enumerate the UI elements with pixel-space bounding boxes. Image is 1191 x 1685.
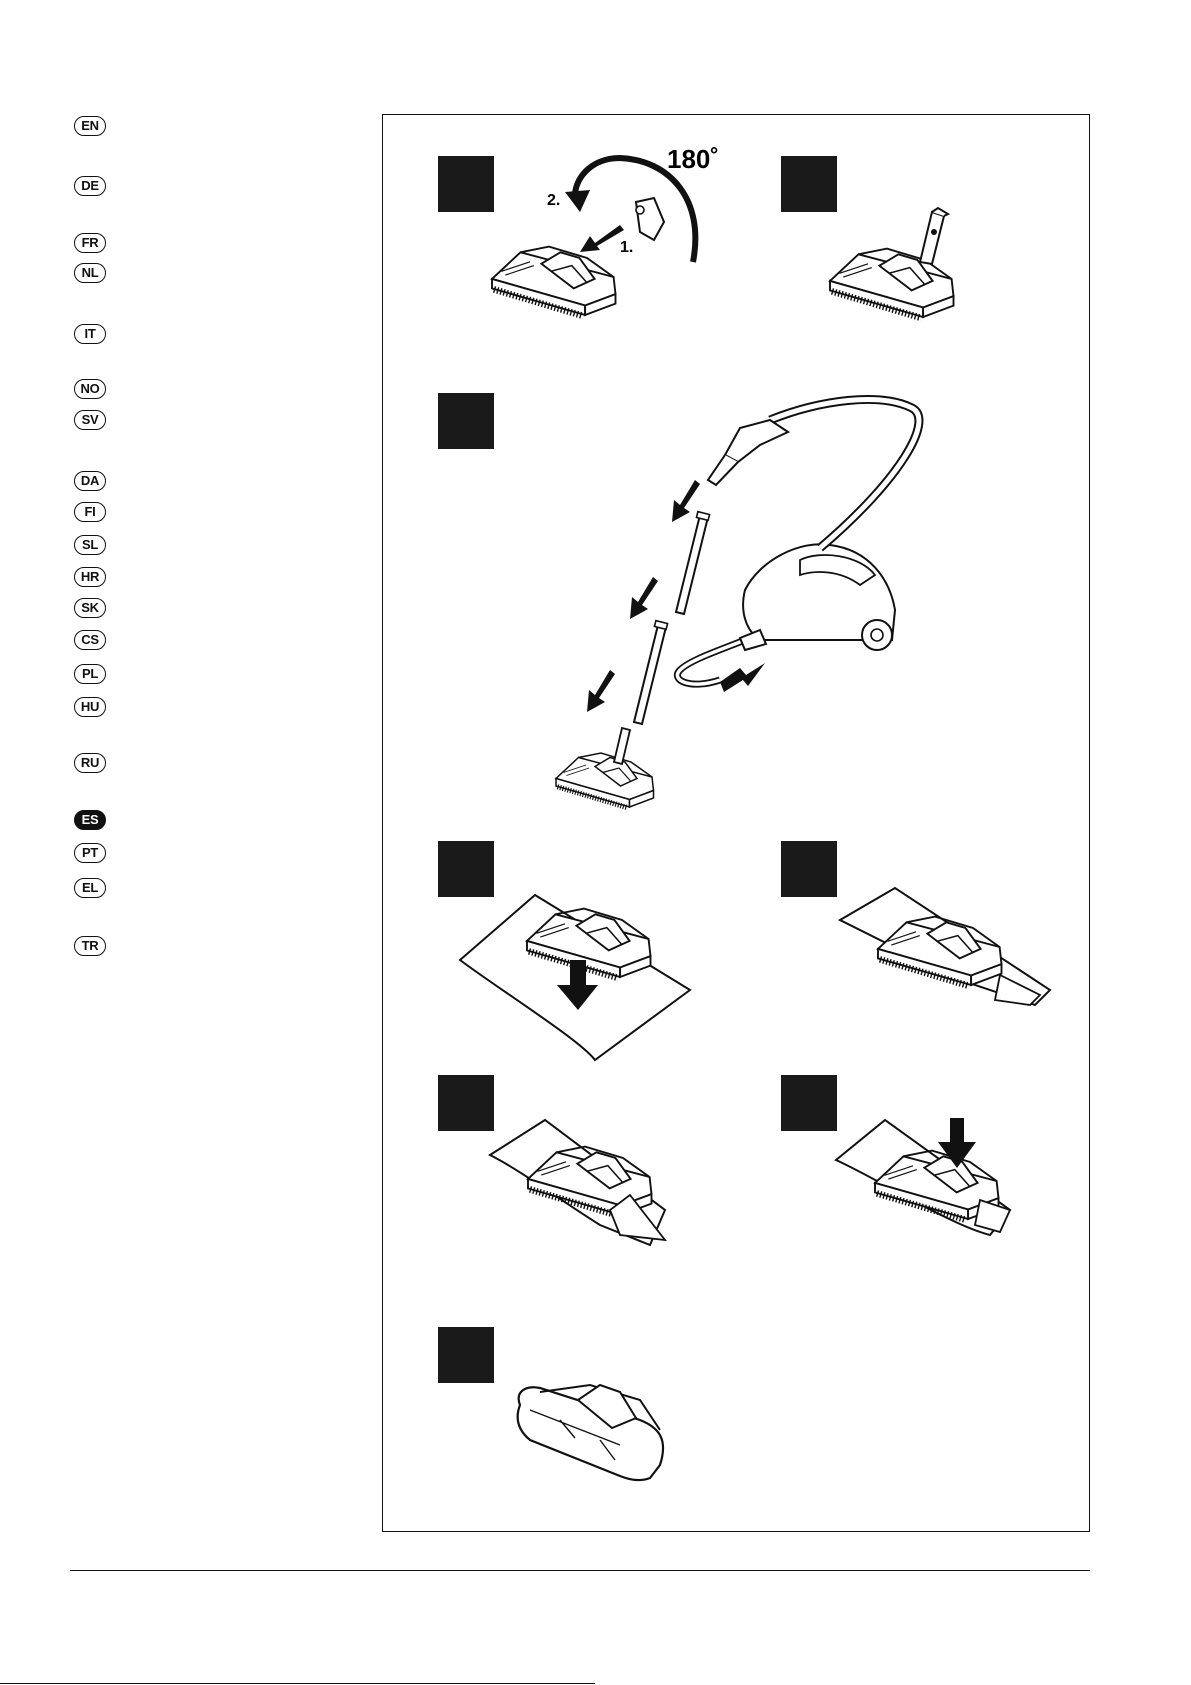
step3-illustration: [556, 399, 919, 807]
step-label-one: 1.: [620, 239, 634, 256]
lang-badge-fr: FR: [74, 233, 106, 253]
lang-badge-pt: PT: [74, 843, 106, 863]
lang-badge-sk: SK: [74, 598, 106, 618]
lang-badge-en: EN: [74, 116, 106, 136]
lang-badge-sv: SV: [74, 410, 106, 430]
step7-illustration: [836, 1118, 1010, 1235]
lang-badge-es: ES: [74, 810, 106, 830]
lang-badge-da: DA: [74, 471, 106, 491]
step4-illustration: [460, 895, 690, 1060]
step-label-two: 2.: [547, 192, 561, 209]
lang-badge-no: NO: [74, 379, 106, 399]
lang-badge-ru: RU: [74, 753, 106, 773]
lang-badge-hu: HU: [74, 697, 106, 717]
step8-illustration: [518, 1385, 663, 1480]
step2-illustration: [830, 208, 954, 318]
lang-badge-sl: SL: [74, 535, 106, 555]
lang-badge-pl: PL: [74, 664, 106, 684]
lang-badge-el: EL: [74, 878, 106, 898]
rotation-label: 180˚: [667, 144, 720, 174]
lang-badge-de: DE: [74, 176, 106, 196]
step6-illustration: [490, 1120, 665, 1245]
lang-badge-tr: TR: [74, 936, 106, 956]
footer-rule: [70, 1570, 1090, 1571]
step1-illustration: [492, 144, 719, 316]
step5-illustration: [840, 888, 1050, 1005]
lang-badge-hr: HR: [74, 567, 106, 587]
lang-badge-it: IT: [74, 324, 106, 344]
lang-badge-cs: CS: [74, 630, 106, 650]
lang-badge-fi: FI: [74, 502, 106, 522]
bottom-rule: [0, 1683, 595, 1684]
lang-badge-nl: NL: [74, 263, 106, 283]
